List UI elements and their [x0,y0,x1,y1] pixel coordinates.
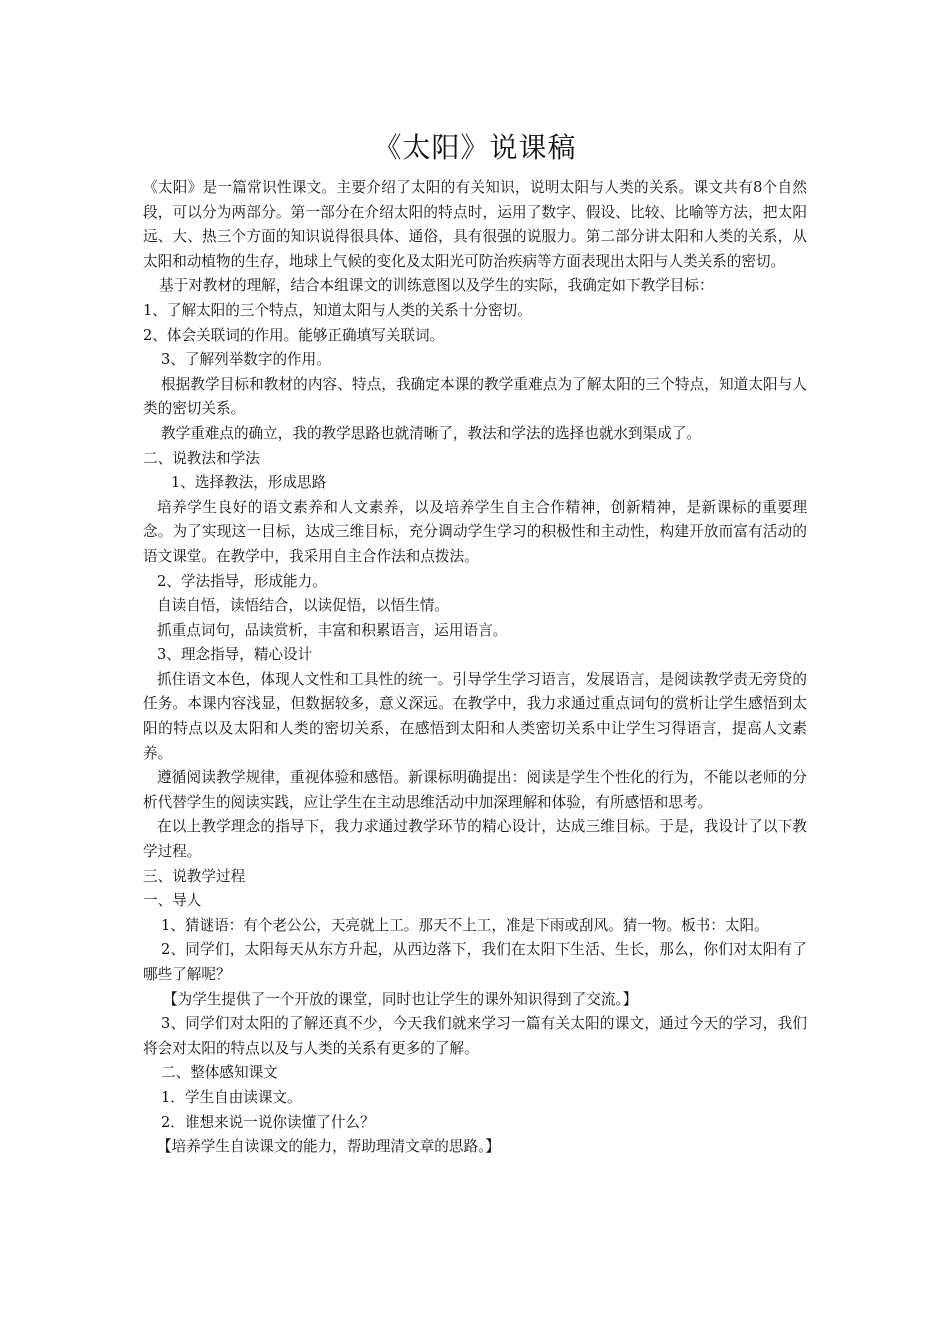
paragraph: 2、同学们，太阳每天从东方升起，从西边落下，我们在太阳下生活、生长，那么，你们对太阳有了哪些了解呢？ [143,941,807,983]
paragraph: 培养学生良好的语文素养和人文素养，以及培养学生自主合作精神，创新精神，是新课标的重要理念。为了实现这一目标，达成三维目标，充分调动学生学习的积极性和主动性，构建开放而富有活动的语文课堂。在教学中，我采用自主合作法和点拨法。 [143,498,807,565]
paragraph: 二、说教法和学法 [143,449,260,467]
document-body [143,176,807,1160]
paragraph: 3、同学们对太阳的了解还真不少，今天我们就来学习一篇有关太阳的课文，通过今天的学习，我们将会对太阳的特点以及与人类的关系有更多的了解。 [143,1015,807,1057]
paragraph: 遵循阅读教学规律，重视体验和感悟。新课标明确提出：阅读是学生个性化的行为，不能以老师的分析代替学生的阅读实践，应让学生在主动思维活动中加深理解和体验，有所感悟和思考。 [143,769,807,811]
paragraph: 抓重点词句，品读赏析，丰富和积累语言，运用语言。 [157,621,508,639]
paragraph: 在以上教学理念的指导下，我力求通过教学环节的精心设计，达成三维目标。于是，我设计了以下教学过程。 [143,818,807,861]
paragraph: 根据教学目标和教材的内容、特点，我确定本课的教学重难点为了解太阳的三个特点，知道太阳与人类的密切关系。 [143,375,807,418]
paragraph: 【培养学生自读课文的能力，帮助理清文章的思路。】 [157,1138,500,1156]
paragraph: 1．学生自由读课文。 [161,1088,302,1106]
paragraph: 【为学生提供了一个开放的课堂，同时也让学生的课外知识得到了交流。】 [163,990,638,1008]
paragraph: 1、了解太阳的三个特点，知道太阳与人类的关系十分密切。 [143,301,532,319]
paragraph: 2、学法指导，形成能力。 [157,572,327,590]
paragraph: 2、体会关联词的作用。能够正确填写关联词。 [143,326,445,344]
paragraph: 3、理念指导，精心设计 [157,646,313,664]
paragraph: 抓住语文本色，体现人文性和工具性的统一。引导学生学习语言，发展语言，是阅读教学责无旁贷的任务。本课内容浅显，但数据较多，意义深远。在教学中，我力求通过重点词句的赏析让学生感悟到太阳的特点以及太阳和人类的密切关系，在感悟到太阳和人类密切关系中让学生习得语言，提高人文素养。 [143,670,807,762]
paragraph: 自读自悟，读悟结合，以读促悟，以悟生情。 [157,597,449,615]
paragraph: 1、猜谜语：有个老公公，天亮就上工。那天不上工，准是下雨或刮风。猜一物。板书：太阳。 [161,916,769,934]
paragraph: 三、说教学过程 [143,867,246,885]
paragraph: 1、选择教法，形成思路 [171,474,327,492]
paragraph: 一、导人 [143,892,202,910]
paragraph: 《太阳》是一篇常识性课文。主要介绍了太阳的有关知识，说明太阳与人类的关系。课文共有8个自然段，可以分为两部分。第一部分在介绍太阳的特点时，运用了数字、假设、比较、比喻等方法，把太阳远、大、热三个方面的知识说得很具体、通俗，具有很强的说服力。第二部分讲太阳和人类的关系，从太阳和动植物的生存，地球上气候的变化及太阳光可防治疾病等方面表现出太阳与人类关系的密切。 [143,179,807,270]
document-title: 《太阳》说课稿 [373,131,577,164]
paragraph: 二、整体感知课文 [161,1064,278,1082]
paragraph: 基于对教材的理解，结合本组课文的训练意图以及学生的实际，我确定如下教学目标： [159,277,714,295]
paragraph: 3、了解列举数字的作用。 [161,351,331,369]
paragraph: 教学重难点的确立，我的教学思路也就清晰了，教法和学法的选择也就水到渠成了。 [161,424,701,442]
paragraph: 2．谁想来说一说你读懂了什么？ [161,1113,375,1131]
